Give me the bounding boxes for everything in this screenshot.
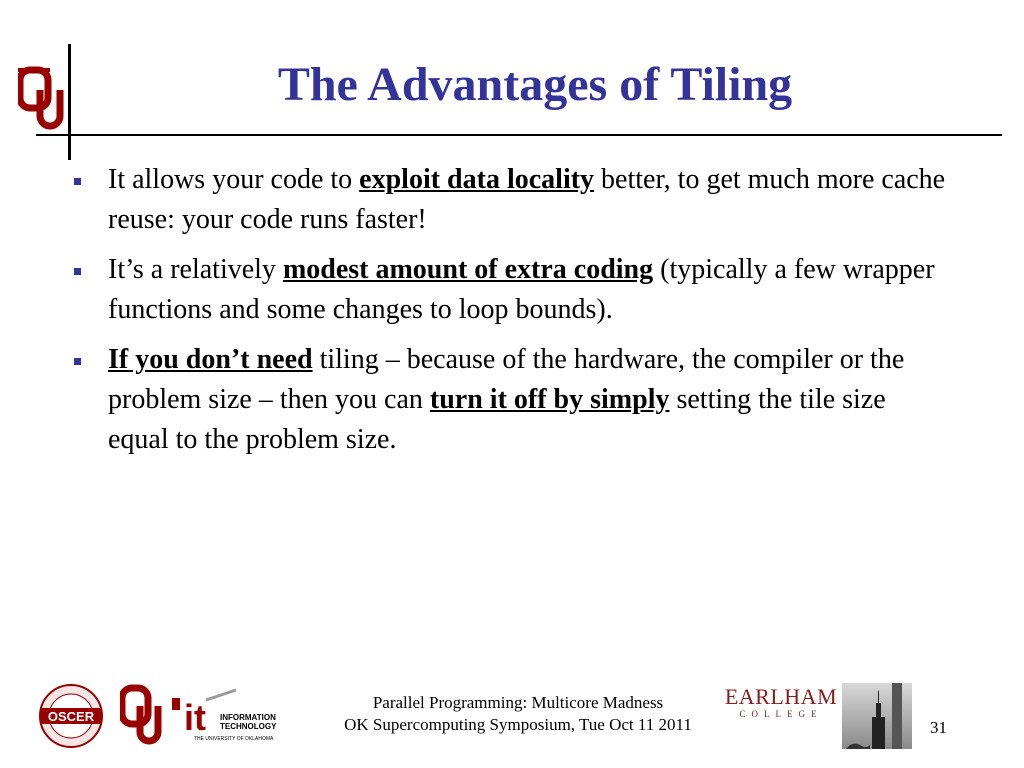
square-bullet-icon bbox=[74, 358, 81, 365]
emphasis-text: If you don’t need bbox=[108, 344, 313, 375]
earlham-logo-college: COLLEGE bbox=[739, 709, 823, 719]
slide-number: 31 bbox=[930, 718, 947, 737]
emphasis-text: exploit data locality bbox=[359, 164, 595, 195]
decorative-horizontal-rule bbox=[36, 134, 1002, 136]
it-label-university: THE UNIVERSITY OF OKLAHOMA bbox=[194, 736, 274, 742]
bullet-text: better, to get much more cache reuse: your code runs faster! bbox=[108, 164, 946, 235]
square-bullet-icon bbox=[74, 178, 81, 185]
decorative-vertical-rule bbox=[68, 44, 71, 160]
bullet-text: setting the tile size equal to the problem size. bbox=[108, 384, 886, 455]
earlham-college-logo bbox=[722, 686, 840, 722]
bullet-item bbox=[70, 160, 950, 240]
oscer-seal-logo bbox=[26, 683, 116, 749]
skyline-photo bbox=[842, 683, 912, 749]
square-bullet-icon bbox=[74, 268, 81, 275]
slide-title: The Advantages of Tiling bbox=[277, 58, 793, 111]
information-technology-logo bbox=[168, 686, 286, 746]
bullet-text: It allows your code to bbox=[108, 164, 360, 195]
bullet-list bbox=[70, 160, 950, 470]
bullet-text: tiling – because of the hardware, the compiler or the problem size – then you can bbox=[108, 344, 905, 415]
bullet-item bbox=[70, 340, 950, 460]
bullet-item bbox=[70, 250, 950, 330]
ou-logo bbox=[18, 66, 66, 130]
it-logo-text: it bbox=[184, 697, 206, 738]
it-label-information: INFORMATION bbox=[220, 713, 276, 722]
oscer-logo-text: OSCER bbox=[47, 709, 95, 724]
bullet-text: It’s a relatively bbox=[108, 254, 283, 285]
emphasis-text: modest amount of extra coding bbox=[282, 254, 654, 285]
footer-line-1: Parallel Programming: Multicore Madness bbox=[372, 693, 664, 712]
footer-text bbox=[300, 692, 736, 736]
emphasis-text: turn it off by simply bbox=[429, 384, 670, 415]
it-label-technology: TECHNOLOGY bbox=[220, 722, 277, 731]
footer-line-2: OK Supercomputing Symposium, Tue Oct 11 2011 bbox=[344, 715, 692, 734]
ou-footer-logo bbox=[120, 684, 166, 746]
earlham-logo-name: EARLHAM bbox=[724, 684, 838, 709]
bullet-text: (typically a few wrapper functions and some changes to loop bounds). bbox=[108, 254, 935, 325]
